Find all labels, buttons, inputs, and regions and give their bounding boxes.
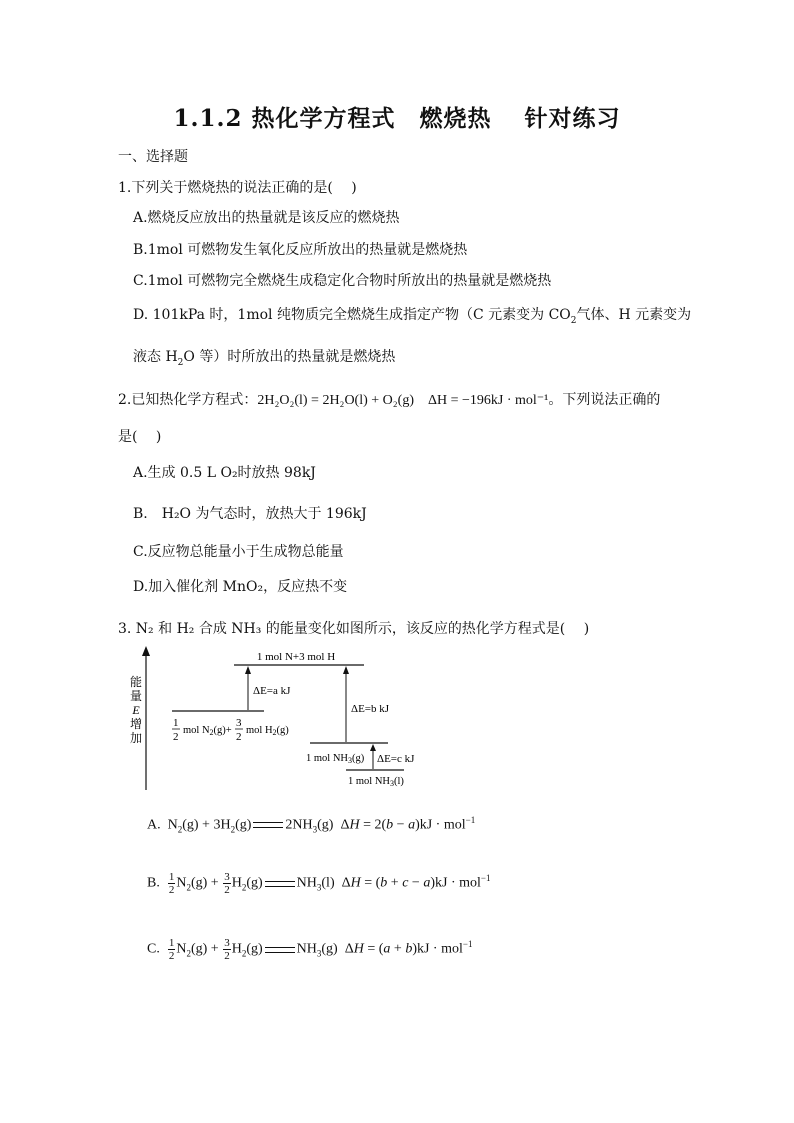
- axis-label-char4: 增: [129, 717, 143, 731]
- level-nh3g-label: 1 mol NH3(g): [306, 753, 365, 765]
- q2-stem-cont: 是( ): [118, 429, 162, 445]
- axis-label-char1: 能: [129, 675, 143, 689]
- energy-level-diagram: [120, 644, 430, 790]
- energy-axis-arrow: [142, 646, 150, 656]
- q1-option-d-part1: D. 101kPa 时，1mol 纯物质完全燃烧生成指定产物（C 元素变为 CO: [133, 307, 571, 323]
- delta-a-label: ΔE=a kJ: [253, 685, 291, 697]
- q2-option-b[interactable]: B. H₂O 为气态时，放热大于 196kJ: [133, 506, 367, 522]
- arrow-delta-b-head: [343, 666, 349, 674]
- q1-option-c[interactable]: C.1mol 可燃物完全燃烧生成稳定化合物时所放出的热量就是燃烧热: [133, 273, 552, 289]
- q1-option-d[interactable]: D. 101kPa 时，1mol 纯物质完全燃烧生成指定产物（C 元素变为 $CO_2$气体、H 元素变为: [133, 307, 692, 326]
- delta-c-label: ΔE=c kJ: [377, 753, 415, 765]
- q3-option-b[interactable]: B. $\frac{1}{2}$ $N_2(g)$ + $\frac{3}{2}$ $H_2(g)$ $NH_3(l) \Delta H = (b + c - a)kJ \cdot mol^{-1}$: [147, 871, 491, 896]
- frac-half-num: 1: [173, 717, 179, 729]
- q3-option-c[interactable]: C. $\frac{1}{2}$ $N_2(g)$ + $\frac{3}{2}$ $H_2(g)$ $NH_3(g) \Delta H = (a + b)kJ \cdot mol^{-1}$: [147, 937, 473, 962]
- section-heading: 一、选择题: [118, 149, 188, 165]
- q1-stem: 1.下列关于燃烧热的说法正确的是( ): [118, 180, 357, 196]
- q2-option-c[interactable]: C.反应物总能量小于生成物总能量: [133, 544, 344, 560]
- level-left-label-2: mol H2(g): [246, 725, 289, 737]
- axis-label-char2: 量: [129, 689, 143, 703]
- q1-option-d-part4: O 等）时所放出的热量就是燃烧热: [183, 349, 396, 365]
- frac-half-den: 2: [173, 731, 179, 743]
- q1-option-a[interactable]: A.燃烧反应放出的热量就是该反应的燃烧热: [133, 210, 400, 226]
- arrow-delta-a-head: [245, 666, 251, 674]
- axis-label-char5: 加: [129, 731, 143, 745]
- q1-option-d-cont: 液态 $H_2O$ 等）时所放出的热量就是燃烧热: [133, 349, 396, 368]
- arrow-delta-c-head: [370, 744, 376, 751]
- frac-threehalf-den: 2: [236, 731, 242, 743]
- q1-option-d-part3: 液态 H: [133, 349, 178, 365]
- page-title: 1.1.2 热化学方程式 燃烧热 针对练习: [173, 105, 621, 132]
- delta-b-label: ΔE=b kJ: [351, 703, 390, 715]
- axis-label-char3: E: [132, 703, 140, 717]
- level-nh3l-label: 1 mol NH3(l): [348, 776, 404, 788]
- q2-option-a[interactable]: A.生成 0.5 L O₂时放热 98kJ: [133, 465, 316, 481]
- q2-option-d[interactable]: D.加入催化剂 MnO₂，反应热不变: [133, 579, 348, 595]
- q2-stem-part2: 。下列说法正确的: [548, 392, 661, 408]
- q1-option-d-part2: 气体、H 元素变为: [576, 307, 692, 323]
- q1-option-b[interactable]: B.1mol 可燃物发生氧化反应所放出的热量就是燃烧热: [133, 242, 468, 258]
- level-top-label: 1 mol N+3 mol H: [256, 651, 336, 663]
- q2-stem-part1: 2.已知热化学方程式：: [118, 392, 258, 408]
- q2-stem: [118, 389, 660, 409]
- q3-stem: 3. N₂ 和 H₂ 合成 NH₃ 的能量变化如图所示，该反应的热化学方程式是( ): [118, 621, 590, 637]
- q3-option-a[interactable]: A. $N_2(g) + 3H_2(g)$ $2NH_3(g) \Delta H = 2(b - a)kJ \cdot mol^{-1}$: [147, 815, 476, 835]
- level-left-label: mol N2(g)+: [183, 725, 232, 737]
- q2-equation: 2H₂O₂(l) = 2H₂O(l) + O₂(g) ΔH = −196kJ · mol⁻¹: [257, 393, 549, 408]
- frac-threehalf-num: 3: [236, 717, 242, 729]
